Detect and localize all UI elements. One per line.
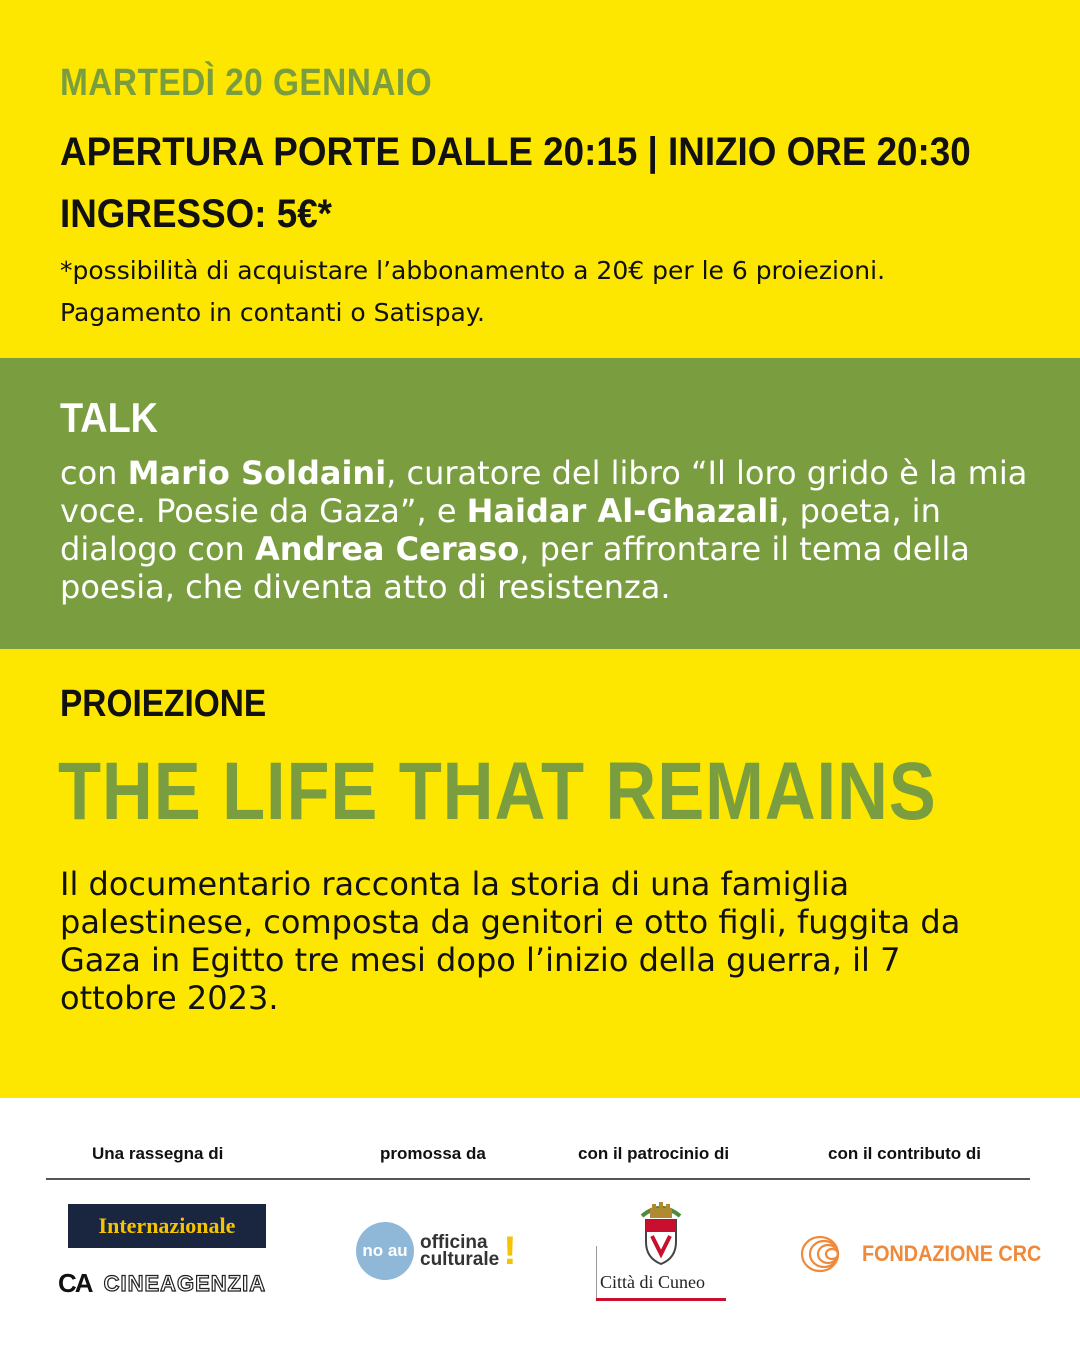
talk-text-part: , poeta, in dialogo con bbox=[60, 492, 941, 568]
officina-culturale-logo bbox=[356, 1222, 517, 1280]
talk-description bbox=[60, 454, 1040, 606]
label-contribution: con il contributo di bbox=[828, 1144, 981, 1163]
speaker-name: Andrea Ceraso bbox=[254, 530, 520, 568]
event-date: MARTEDÌ 20 GENNAIO bbox=[60, 62, 433, 104]
fondazione-crc-logo bbox=[800, 1234, 1061, 1274]
film-title: THE LIFE THAT REMAINS bbox=[58, 746, 937, 837]
talk-title: TALK bbox=[60, 394, 158, 441]
talk-section bbox=[0, 358, 1080, 649]
noau-badge: no au bbox=[356, 1222, 414, 1280]
cuneo-name: Città di Cuneo bbox=[600, 1272, 705, 1292]
sponsors-footer bbox=[0, 1098, 1080, 1350]
cuneo-crest-icon bbox=[634, 1202, 688, 1268]
crc-wordmark: FONDAZIONE CRC bbox=[862, 1241, 1042, 1266]
talk-text-part: , curatore del libro “Il loro grido è la mia voce. Poesie da Gaza”, e bbox=[60, 454, 1028, 530]
talk-text-part: , per affrontare il tema della poesia, che diventa atto di resistenza. bbox=[60, 530, 970, 606]
cineagenzia-mark: CA bbox=[58, 1268, 92, 1298]
label-promoted: promossa da bbox=[380, 1144, 486, 1163]
label-series: Una rassegna di bbox=[92, 1144, 224, 1163]
cuneo-underline bbox=[596, 1298, 726, 1301]
crc-rings-icon bbox=[800, 1234, 856, 1274]
label-patronage: con il patrocinio di bbox=[578, 1144, 730, 1163]
film-description: Il documentario racconta la storia di una famiglia palestinese, composta da genitori e otto figli, fuggita da Gaza in Egitto tre mesi dopo l’inizio della guerra, il 7 ottobre 2023. bbox=[60, 865, 961, 1017]
projection-label: PROIEZIONE bbox=[60, 683, 267, 725]
projection-section bbox=[0, 649, 1080, 1098]
subscription-note: *possibilità di acquistare l’abbonamento a 20€ per le 6 proiezioni. bbox=[60, 256, 886, 285]
footer-divider bbox=[46, 1178, 1030, 1180]
event-entry-price: INGRESSO: 5€* bbox=[60, 192, 333, 236]
speaker-name: Mario Soldaini bbox=[127, 454, 387, 492]
internazionale-logo: Internazionale bbox=[68, 1204, 266, 1248]
culturale-word: culturale bbox=[420, 1249, 500, 1270]
cineagenzia-wordmark: CINEAGENZIA bbox=[103, 1270, 267, 1296]
officina-word: officina bbox=[420, 1232, 488, 1253]
exclamation-mark: ! bbox=[503, 1228, 517, 1273]
talk-text-part: con bbox=[60, 454, 128, 492]
officina-wordmark bbox=[420, 1234, 499, 1268]
event-info-section bbox=[0, 0, 1080, 358]
event-times: APERTURA PORTE DALLE 20:15 | INIZIO ORE 20:30 bbox=[60, 130, 971, 174]
speaker-name: Haidar Al-Ghazali bbox=[466, 492, 780, 530]
cuneo-frame-line bbox=[596, 1246, 597, 1300]
payment-note: Pagamento in contanti o Satispay. bbox=[60, 298, 485, 327]
cineagenzia-logo bbox=[58, 1268, 266, 1299]
citta-di-cuneo-logo bbox=[596, 1202, 726, 1302]
